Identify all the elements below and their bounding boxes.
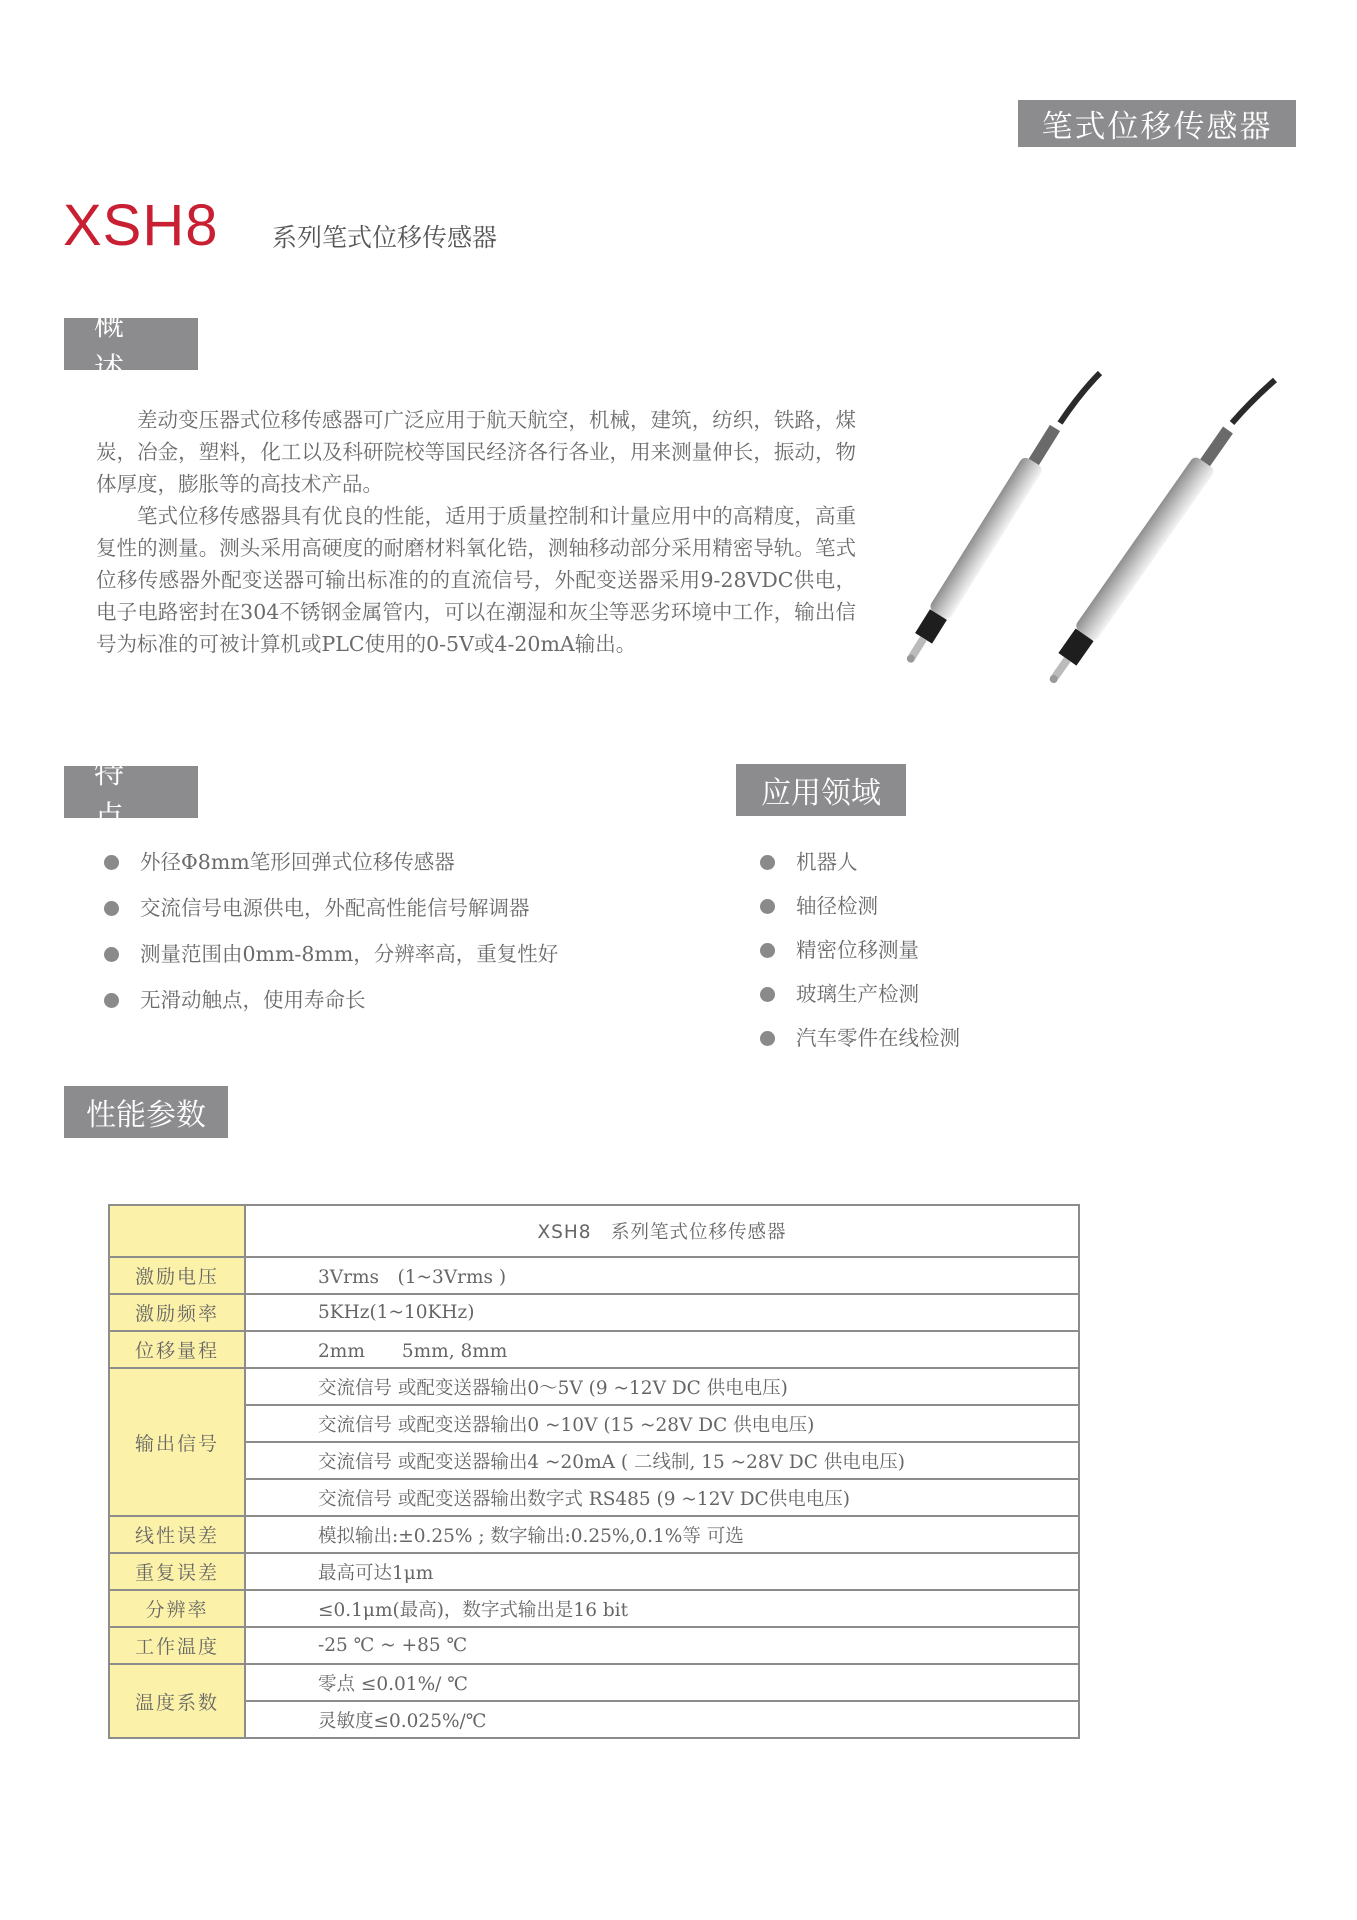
table-row <box>109 1479 1079 1516</box>
feature-item <box>96 846 558 892</box>
row-value: 交流信号 或配变送器输出4 ~20mA ( 二线制, 15 ~28V DC 供电电压) <box>245 1442 1079 1479</box>
row-label: 线性误差 <box>109 1516 245 1553</box>
applications-list <box>752 846 960 1066</box>
table-row <box>109 1405 1079 1442</box>
application-text: 玻璃生产检测 <box>796 982 919 1006</box>
application-item <box>752 934 960 978</box>
application-text: 汽车零件在线检测 <box>796 1026 960 1050</box>
application-item <box>752 1022 960 1066</box>
row-value: 2mm 5mm, 8mm <box>245 1331 1079 1368</box>
feature-text: 测量范围由0mm-8mm，分辨率高，重复性好 <box>140 942 559 966</box>
row-value: -25 ℃ ~ +85 ℃ <box>245 1627 1079 1664</box>
application-item <box>752 978 960 1022</box>
row-label: 输出信号 <box>109 1368 245 1516</box>
bullet-icon <box>104 855 119 870</box>
feature-text: 无滑动触点，使用寿命长 <box>140 988 366 1012</box>
row-value: 最高可达1μm <box>245 1553 1079 1590</box>
table-row <box>109 1257 1079 1294</box>
row-label: 激励电压 <box>109 1257 245 1294</box>
row-label: 重复误差 <box>109 1553 245 1590</box>
bullet-icon <box>104 993 119 1008</box>
table-row <box>109 1553 1079 1590</box>
bullet-icon <box>760 1031 775 1046</box>
table-header-blank-cell <box>109 1205 245 1257</box>
feature-item <box>96 984 558 1030</box>
table-row <box>109 1294 1079 1331</box>
pen-sensor-product-image <box>870 368 1290 688</box>
bullet-icon <box>104 947 119 962</box>
table-title: XSH8 系列笔式位移传感器 <box>245 1205 1079 1257</box>
spec-table <box>108 1204 1080 1739</box>
table-row <box>109 1516 1079 1553</box>
row-label: 位移量程 <box>109 1331 245 1368</box>
row-value: 交流信号 或配变送器输出数字式 RS485 (9 ~12V DC供电电压) <box>245 1479 1079 1516</box>
table-row <box>109 1205 1079 1257</box>
category-tag: 笔式位移传感器 <box>1018 100 1296 147</box>
row-value: 交流信号 或配变送器输出0～5V (9 ~12V DC 供电电压) <box>245 1368 1079 1405</box>
params-heading: 性能参数 <box>64 1086 228 1138</box>
cable-right <box>1232 380 1275 423</box>
row-value: ≤0.1μm(最高)，数字式输出是16 bit <box>245 1590 1079 1627</box>
bullet-icon <box>760 943 775 958</box>
applications-heading: 应用领域 <box>736 764 906 816</box>
table-row <box>109 1701 1079 1738</box>
table-row <box>109 1331 1079 1368</box>
sensor-left <box>899 422 1066 669</box>
application-item <box>752 846 960 890</box>
features-heading: 特点 <box>64 766 198 818</box>
row-label: 工作温度 <box>109 1627 245 1664</box>
overview-paragraph: 笔式位移传感器具有优良的性能，适用于质量控制和计量应用中的高精度，高重复性的测量。测头采用高硬度的耐磨材料氧化锆，测轴移动部分采用精密导轨。笔式位移传感器外配变送器可输出标准的的直流信号，外配变送器采用9-28VDC供电，电子电路密封在304不锈钢金属管内，可以在潮湿和灰尘等恶劣环境中工作，输出信号为标准的可被计算机或PLC使用的0-5V或4-20mA输出。 <box>96 504 856 656</box>
row-label: 激励频率 <box>109 1294 245 1331</box>
feature-text: 交流信号电源供电，外配高性能信号解调器 <box>140 896 530 920</box>
product-series-subtitle: 系列笔式位移传感器 <box>272 223 498 252</box>
application-text: 轴径检测 <box>796 894 878 918</box>
row-label: 分辨率 <box>109 1590 245 1627</box>
feature-text: 外径Φ8mm笔形回弹式位移传感器 <box>140 850 455 874</box>
bullet-icon <box>104 901 119 916</box>
row-value: 灵敏度≤0.025%/℃ <box>245 1701 1079 1738</box>
row-value: 3Vrms (1~3Vrms ) <box>245 1257 1079 1294</box>
feature-item <box>96 938 558 984</box>
overview-heading: 概述 <box>64 318 198 370</box>
bullet-icon <box>760 899 775 914</box>
sensor-right <box>1041 423 1239 688</box>
cable-left <box>1060 373 1100 423</box>
application-item <box>752 890 960 934</box>
table-row <box>109 1368 1079 1405</box>
overview-paragraph: 差动变压器式位移传感器可广泛应用于航天航空，机械，建筑，纺织，铁路，煤炭，冶金，塑料，化工以及科研院校等国民经济各行各业，用来测量伸长，振动，物体厚度，膨胀等的高技术产品。 <box>96 408 856 496</box>
row-value: 模拟输出:±0.25% ; 数字输出:0.25%,0.1%等 可选 <box>245 1516 1079 1553</box>
features-list <box>96 846 558 1030</box>
row-label: 温度系数 <box>109 1664 245 1738</box>
table-row <box>109 1590 1079 1627</box>
bullet-icon <box>760 855 775 870</box>
bullet-icon <box>760 987 775 1002</box>
row-value: 5KHz(1~10KHz) <box>245 1294 1079 1331</box>
table-row <box>109 1664 1079 1701</box>
feature-item <box>96 892 558 938</box>
overview-text <box>96 404 856 660</box>
row-value: 交流信号 或配变送器输出0 ~10V (15 ~28V DC 供电电压) <box>245 1405 1079 1442</box>
product-model-title: XSH8 <box>63 193 219 258</box>
row-value: 零点 ≤0.01%/ ℃ <box>245 1664 1079 1701</box>
table-row <box>109 1442 1079 1479</box>
application-text: 精密位移测量 <box>796 938 919 962</box>
table-row <box>109 1627 1079 1664</box>
application-text: 机器人 <box>796 850 858 874</box>
